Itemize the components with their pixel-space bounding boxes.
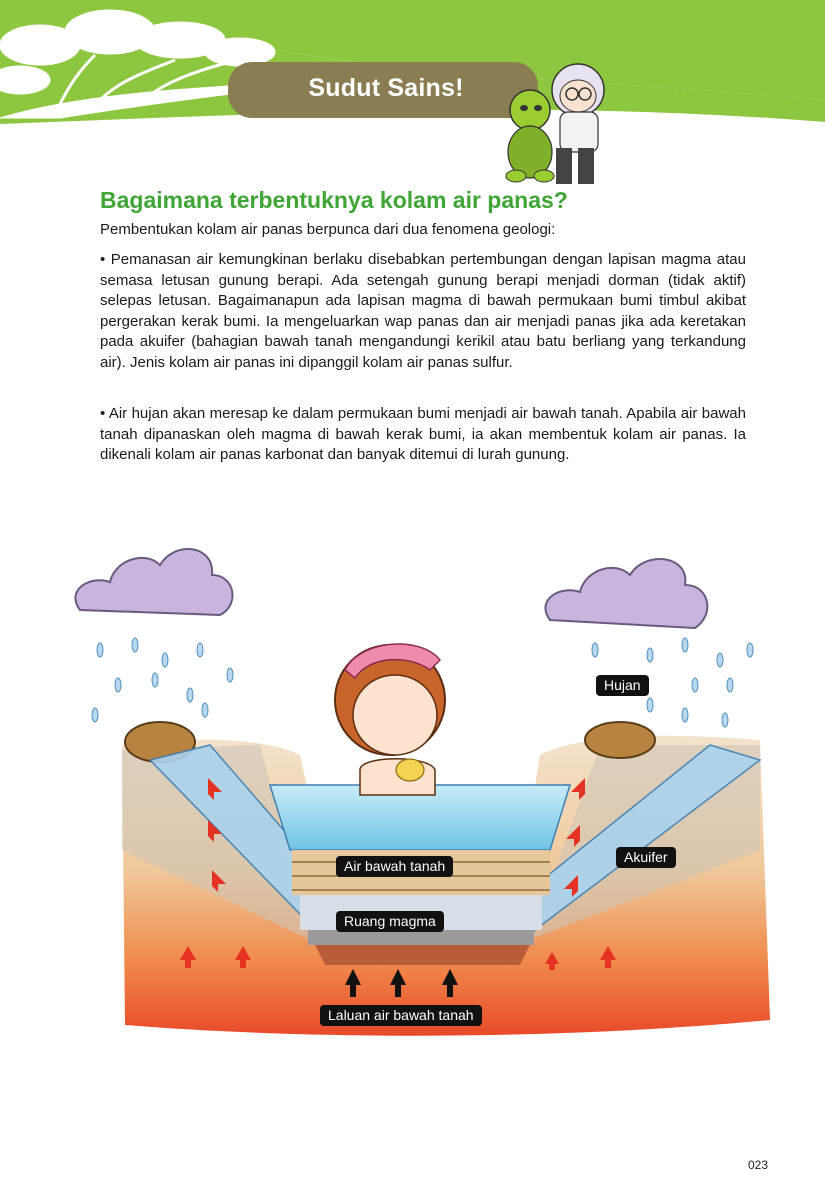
paragraph-karbonat: • Air hujan akan meresap ke dalam permukaan bumi menjadi air bawah tanah. Apabila air bawah tanah dipanaskan oleh magma di bawah kerak bumi, ia akan membentuk kolam air panas. Ia dikenali kolam air panas karbonat dan banyak ditemui di lurah gunung.	[100, 405, 746, 464]
cartoon-characters-icon	[490, 52, 620, 192]
girl-bathing-icon	[335, 644, 445, 795]
label-ruang-magma: Ruang magma	[336, 911, 444, 932]
label-hujan: Hujan	[596, 675, 649, 696]
cloud-left-icon	[75, 549, 232, 615]
label-air-bawah-tanah: Air bawah tanah	[336, 856, 453, 877]
article-intro: Pembentukan kolam air panas berpunca dari dua fenomena geologi:	[100, 221, 556, 238]
label-akuifer: Akuifer	[616, 847, 676, 868]
label-laluan-air-bawah-tanah: Laluan air bawah tanah	[320, 1005, 482, 1026]
page-number: 023	[748, 1158, 769, 1172]
section-title: Sudut Sains!	[308, 74, 464, 102]
article-title: Bagaimana terbentuknya kolam air panas?	[100, 187, 568, 213]
hot-spring-diagram	[60, 520, 780, 1040]
paragraph-sulfur: • Pemanasan air kemungkinan berlaku disebabkan pertembungan dengan lapisan magma atau semasa letusan gunung berapi. Ada setengah gunung berapi menjadi dorman (tidak aktif) selepas letusan. Bagaimanapun ada lapisan magma di bawah permukaan bumi timbul akibat pergerakan kerak bumi. Ia mengeluarkan wap panas dan air menjadi panas jika ada keretakan pada akuifer (bahagian bawah tanah mengandungi kerikil atau batu berliang yang terkandung air). Jenis kolam air panas ini dipanggil kolam air panas sulfur.	[100, 251, 746, 371]
cloud-right-icon	[545, 559, 707, 628]
